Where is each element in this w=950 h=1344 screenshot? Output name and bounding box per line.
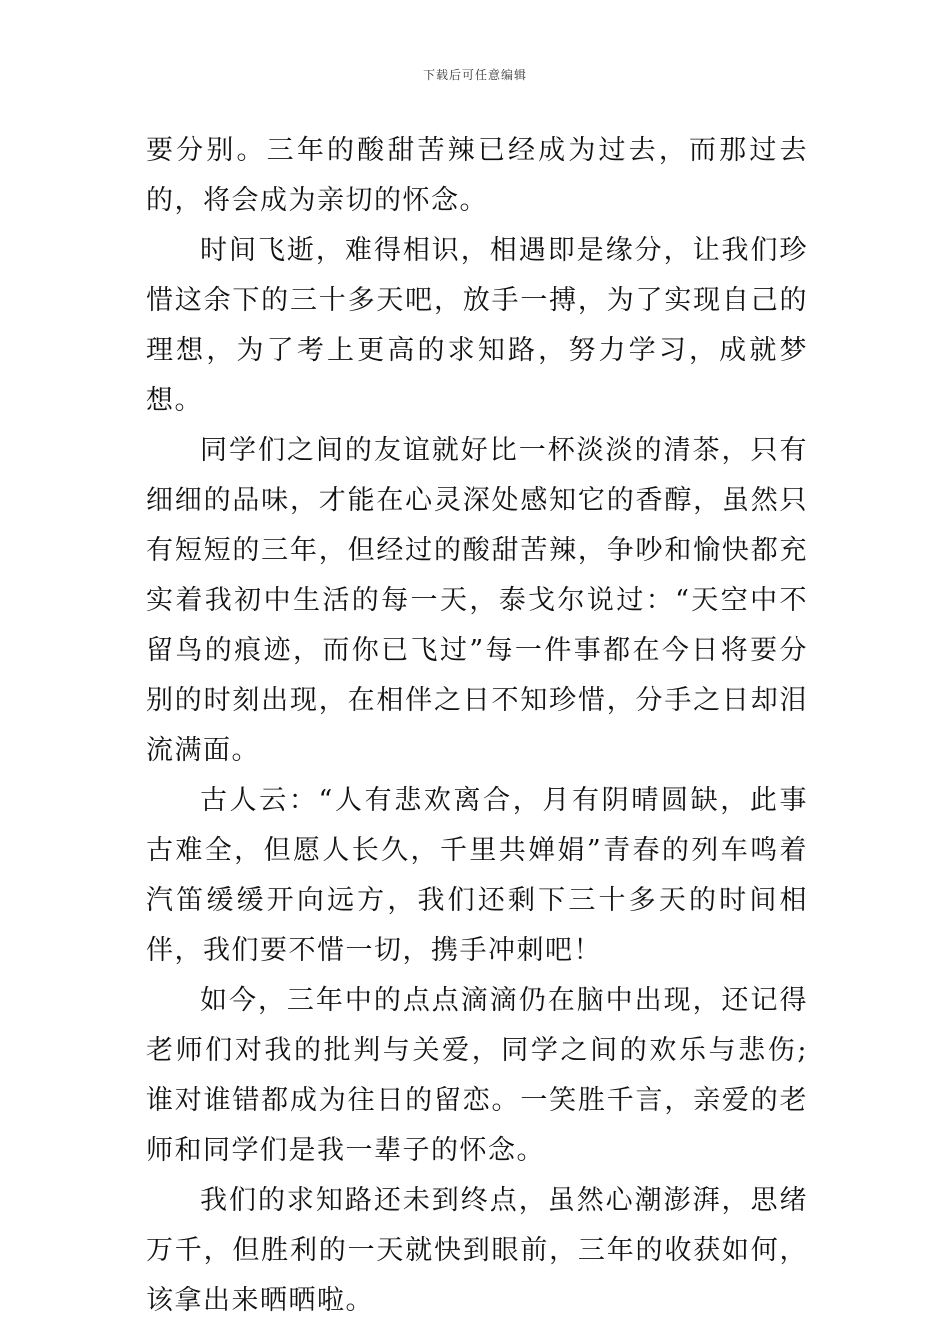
paragraph: 时间飞逝，难得相识，相遇即是缘分，让我们珍惜这余下的三十多天吧，放手一搏，为了实现自己的理想，为了考上更高的求知路，努力学习，成就梦想。 [146,235,808,416]
paragraph: 如今，三年中的点点滴滴仍在脑中出现，还记得老师们对我的批判与关爱，同学之间的欢乐与悲伤;谁对谁错都成为往日的留恋。一笑胜千言，亲爱的老师和同学们是我一辈子的怀念。 [146,985,808,1166]
document-body [146,126,808,1326]
paragraph: 要分别。三年的酸甜苦辣已经成为过去，而那过去的，将会成为亲切的怀念。 [146,135,808,216]
page-header: 下载后可任意编辑 [422,68,527,82]
paragraph: 同学们之间的友谊就好比一杯淡淡的清茶，只有细细的品味，才能在心灵深处感知它的香醇，虽然只有短短的三年，但经过的酸甜苦辣，争吵和愉快都充实着我初中生活的每一天，泰戈尔说过：“天空中不留鸟的痕迹，而你已飞过”每一件事都在今日将要分别的时刻出现，在相伴之日不知珍惜，分手之日却泪流满面。 [146,435,808,766]
paragraph: 古人云：“人有悲欢离合，月有阴晴圆缺，此事古难全，但愿人长久，千里共婵娟”青春的列车鸣着汽笛缓缓开向远方，我们还剩下三十多天的时间相伴，我们要不惜一切，携手冲刺吧！ [146,785,808,966]
paragraph: 我们的求知路还未到终点，虽然心潮澎湃，思绪万千，但胜利的一天就快到眼前，三年的收获如何，该拿出来晒晒啦。 [146,1185,808,1316]
